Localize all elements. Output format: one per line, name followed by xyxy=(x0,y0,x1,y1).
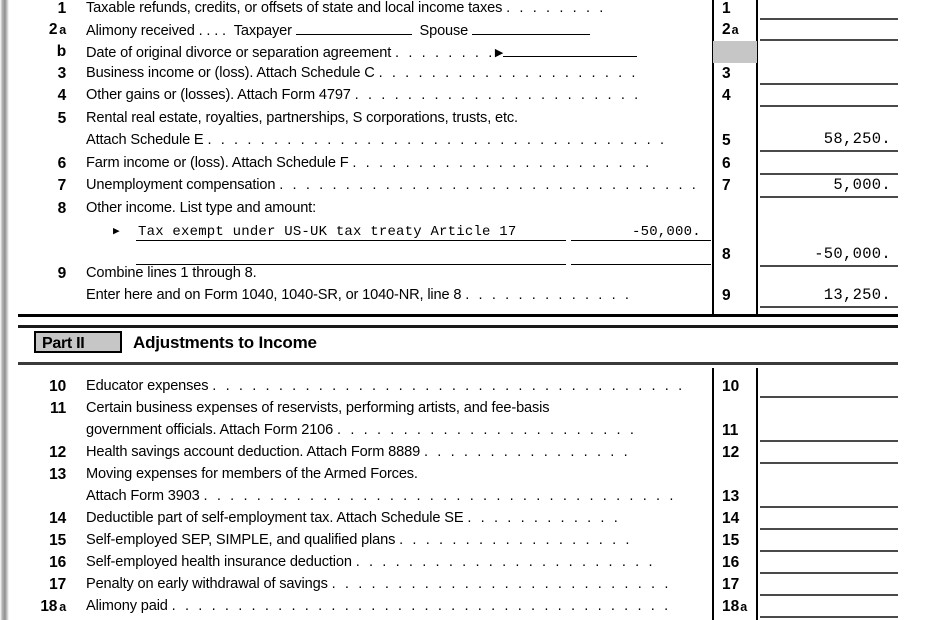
amount-rule-6[interactable] xyxy=(760,173,898,175)
line-description: Enter here and on Form 1040, 1040-SR, or 1040-NR, line 8 . . . . . . . . . . . . . xyxy=(86,287,632,303)
line8-entry-amount-rule[interactable] xyxy=(571,222,711,241)
spouse-amount-field[interactable] xyxy=(472,21,590,35)
amount-value-8: -50,000. xyxy=(814,245,891,263)
line-number: 11 xyxy=(50,400,66,417)
dot-leader: . . . . . . . . . . . . xyxy=(467,510,621,526)
form-row-2b xyxy=(18,43,712,65)
line-number: 6 xyxy=(57,155,66,172)
amount-rule-3[interactable] xyxy=(760,83,898,85)
page-edge-shadow xyxy=(0,0,9,620)
spouse-label: Spouse xyxy=(419,23,469,39)
form-row-15 xyxy=(18,532,712,554)
center-line-number-14: 14 xyxy=(722,510,740,527)
dot-leader: . . . . . . . . . . . . . . . . . . . . . . . xyxy=(337,422,637,438)
line-number: 16 xyxy=(49,554,66,571)
line-number: 10 xyxy=(49,378,66,395)
line-description: Unemployment compensation . . . . . . . . . . . . . . . . . . . . . . . . . . . . . . . . xyxy=(86,177,699,193)
amount-rule-10[interactable] xyxy=(760,396,898,398)
dot-leader: . . . . . . . . . . . . . . . . . . . . . . . . . . . . . . . . xyxy=(279,177,699,193)
center-line-number-6: 6 xyxy=(722,155,731,172)
amount-rule-16[interactable] xyxy=(760,572,898,574)
line-description: Self-employed SEP, SIMPLE, and qualified plans . . . . . . . . . . . . . . . . . . xyxy=(86,532,633,548)
center-line-number-3: 3 xyxy=(722,65,731,82)
line-description: Certain business expenses of reservists, performing artists, and fee-basis xyxy=(86,400,550,416)
line-number: 7 xyxy=(57,177,66,194)
part2-header-bottom-rule xyxy=(18,362,898,365)
form-row-9b xyxy=(18,287,712,309)
dot-leader: . . . . . . . . . . . . . . . . . . . . xyxy=(378,65,639,81)
dot-leader: . . . . . . . . xyxy=(395,45,495,61)
form-row-5b xyxy=(18,132,712,154)
amount-rule-1[interactable] xyxy=(760,18,898,20)
line-description: Other income. List type and amount: xyxy=(86,200,316,216)
line8-entry-description[interactable]: Tax exempt under US-UK tax treaty Article 17 xyxy=(138,224,517,240)
amount-rule-5[interactable] xyxy=(760,150,898,152)
center-line-number-17: 17 xyxy=(722,576,740,593)
amount-rule-11[interactable] xyxy=(760,440,898,442)
dot-leader: . . . . . . . . . . . . . . . . . . . . . . . . . . . . . . . . . . . . xyxy=(203,488,676,504)
center-line-number-4: 4 xyxy=(722,87,731,104)
line8-entry2-amount-rule[interactable] xyxy=(571,246,711,265)
line8-entry-amount[interactable]: -50,000. xyxy=(632,224,701,240)
line-number: 17 xyxy=(49,576,66,593)
form-row-12 xyxy=(18,444,712,466)
center-line-number-15: 15 xyxy=(722,532,740,549)
line-number: 8 xyxy=(57,200,66,217)
form-row-5a xyxy=(18,110,712,132)
dot-leader: . . . . . . . . . . . . . . . . . . . . . . . . . . . . . . . . . . . xyxy=(207,132,667,148)
form-row-4 xyxy=(18,87,712,109)
line-description: Educator expenses . . . . . . . . . . . . . . . . . . . . . . . . . . . . . . . . . . . . xyxy=(86,378,685,394)
dot-leader: . . . . . . . . . . . . . . . . . . xyxy=(399,532,633,548)
line-number: 4 xyxy=(57,87,66,104)
center-line-number-7: 7 xyxy=(722,177,731,194)
part2-top-rule xyxy=(18,325,898,328)
dot-leader: . . . . . . . . . . . . . . . . . . . . . . . . . . . . . . . . . . . . xyxy=(212,378,685,394)
form-row-9a xyxy=(18,265,712,287)
dot-leader: . . . . . . . . xyxy=(506,0,606,16)
line-number: 14 xyxy=(49,510,66,527)
center-line-number-9: 9 xyxy=(722,287,731,304)
line-description: Alimony paid . . . . . . . . . . . . . . . . . . . . . . . . . . . . . . . . . . . . . . xyxy=(86,598,671,614)
center-line-number-5: 5 xyxy=(722,132,731,149)
part1-bottom-rule xyxy=(18,314,898,317)
amount-value-7: 5,000. xyxy=(833,176,891,194)
form-row-8 xyxy=(18,200,712,222)
amount-rule-2a[interactable] xyxy=(760,39,898,41)
line-number: 1 xyxy=(57,0,66,17)
dot-leader: . . . . . . . . . . . . . . . . xyxy=(423,444,631,460)
line-number: 13 xyxy=(49,466,66,483)
amount-rule-15[interactable] xyxy=(760,550,898,552)
column-divider-left-part2 xyxy=(712,368,714,620)
line-description: Deductible part of self-employment tax. Attach Schedule SE . . . . . . . . . . . . xyxy=(86,510,621,526)
line8-entry-description-rule[interactable] xyxy=(136,222,566,241)
form-row-14 xyxy=(18,510,712,532)
amount-rule-8[interactable] xyxy=(760,265,898,267)
form-row-3 xyxy=(18,65,712,87)
line-description: Attach Form 3903 . . . . . . . . . . . . . . . . . . . . . . . . . . . . . . . . . . . . xyxy=(86,488,676,504)
part-2-title: Adjustments to Income xyxy=(133,333,317,352)
dot-leader: . . . . . . . . . . . . . xyxy=(465,287,632,303)
center-line-number-16: 16 xyxy=(722,554,740,571)
form-row-17 xyxy=(18,576,712,598)
center-line-number-8: 8 xyxy=(722,246,731,263)
line-description: Alimony received . . . . Taxpayer Spouse xyxy=(86,21,712,39)
center-line-number-12: 12 xyxy=(722,444,740,461)
shaded-cell-2b xyxy=(713,41,757,63)
triangle-marker-icon: ▶ xyxy=(494,47,504,59)
form-row-6 xyxy=(18,155,712,177)
line-description: government officials. Attach Form 2106 . . . . . . . . . . . . . . . . . . . . . . . xyxy=(86,422,637,438)
divorce-date-field[interactable] xyxy=(503,43,637,57)
line-description: Taxable refunds, credits, or offsets of state and local income taxes . . . . . . . . xyxy=(86,0,606,16)
center-line-number-11: 11 xyxy=(722,422,739,439)
center-line-number-2a: 2a xyxy=(722,21,739,38)
center-line-number-13: 13 xyxy=(722,488,740,505)
form-row-16 xyxy=(18,554,712,576)
column-divider-right-part2 xyxy=(756,368,758,620)
form-row-7 xyxy=(18,177,712,199)
dot-leader: . . . . . . . . . . . . . . . . . . . . . . . . . . xyxy=(331,576,672,592)
line-description: Date of original divorce or separation agreement . . . . . . . .▶ xyxy=(86,43,712,61)
line-number: 15 xyxy=(49,532,66,549)
amount-rule-9[interactable] xyxy=(760,306,898,308)
amount-rule-13[interactable] xyxy=(760,506,898,508)
line8-entry-marker-icon: ▶ xyxy=(113,226,120,238)
line-description: Moving expenses for members of the Armed Forces. xyxy=(86,466,418,482)
line-number: 9 xyxy=(57,265,66,282)
line-number: b xyxy=(56,43,66,60)
line-number: 3 xyxy=(57,65,66,82)
center-line-number-1: 1 xyxy=(722,0,731,17)
form-row-11a xyxy=(18,400,712,422)
form-row-13a xyxy=(18,466,712,488)
center-line-number-10: 10 xyxy=(722,378,740,395)
taxpayer-amount-field[interactable] xyxy=(296,21,412,35)
form-row-10 xyxy=(18,378,712,400)
line-description: Self-employed health insurance deduction . . . . . . . . . . . . . . . . . . . . . . . xyxy=(86,554,656,570)
amount-rule-12[interactable] xyxy=(760,462,898,464)
form-row-18a xyxy=(18,598,712,620)
dot-leader: . . . . . . . . . . . . . . . . . . . . . . xyxy=(354,87,641,103)
line-description: Rental real estate, royalties, partnerships, S corporations, trusts, etc. xyxy=(86,110,518,126)
amount-value-5: 58,250. xyxy=(823,130,891,148)
line-number: 5 xyxy=(57,110,66,127)
dot-leader: . . . . . . . . . . . . . . . . . . . . . . . xyxy=(352,155,652,171)
line-description: Penalty on early withdrawal of savings . . . . . . . . . . . . . . . . . . . . . . . . . . xyxy=(86,576,672,592)
taxpayer-label: Taxpayer xyxy=(233,23,292,39)
line-description: Combine lines 1 through 8. xyxy=(86,265,257,281)
amount-rule-7[interactable] xyxy=(760,196,898,198)
amount-rule-14[interactable] xyxy=(760,528,898,530)
form-row-11b xyxy=(18,422,712,444)
dot-leader: . . . . . . . . . . . . . . . . . . . . . . . . . . . . . . . . . . . . . . xyxy=(171,598,671,614)
center-line-number-18a: 18a xyxy=(722,598,748,615)
form-row-13b xyxy=(18,488,712,510)
amount-value-9: 13,250. xyxy=(823,286,891,304)
form-row-2a xyxy=(18,21,712,43)
line8-entry2-description-rule[interactable] xyxy=(136,246,566,265)
part-2-badge: Part II xyxy=(34,331,122,353)
line-number: 2 a xyxy=(48,21,66,38)
amount-rule-17[interactable] xyxy=(760,594,898,596)
dot-leader: . . . . . . . . . . . . . . . . . . . . . . . xyxy=(355,554,656,570)
line-number: 12 xyxy=(49,444,66,461)
line-description: Attach Schedule E . . . . . . . . . . . . . . . . . . . . . . . . . . . . . . . . . . . xyxy=(86,132,667,148)
amount-rule-18a[interactable] xyxy=(760,616,898,618)
form-row-1 xyxy=(18,0,712,22)
line-description: Business income or (loss). Attach Schedule C . . . . . . . . . . . . . . . . . . . . xyxy=(86,65,639,81)
line-description: Farm income or (loss). Attach Schedule F . . . . . . . . . . . . . . . . . . . . . . . xyxy=(86,155,652,171)
amount-rule-4[interactable] xyxy=(760,105,898,107)
line-description: Health savings account deduction. Attach Form 8889 . . . . . . . . . . . . . . . . xyxy=(86,444,631,460)
line-description: Other gains or (losses). Attach Form 4797 . . . . . . . . . . . . . . . . . . . . . . xyxy=(86,87,641,103)
line-number: 18 a xyxy=(40,598,66,615)
